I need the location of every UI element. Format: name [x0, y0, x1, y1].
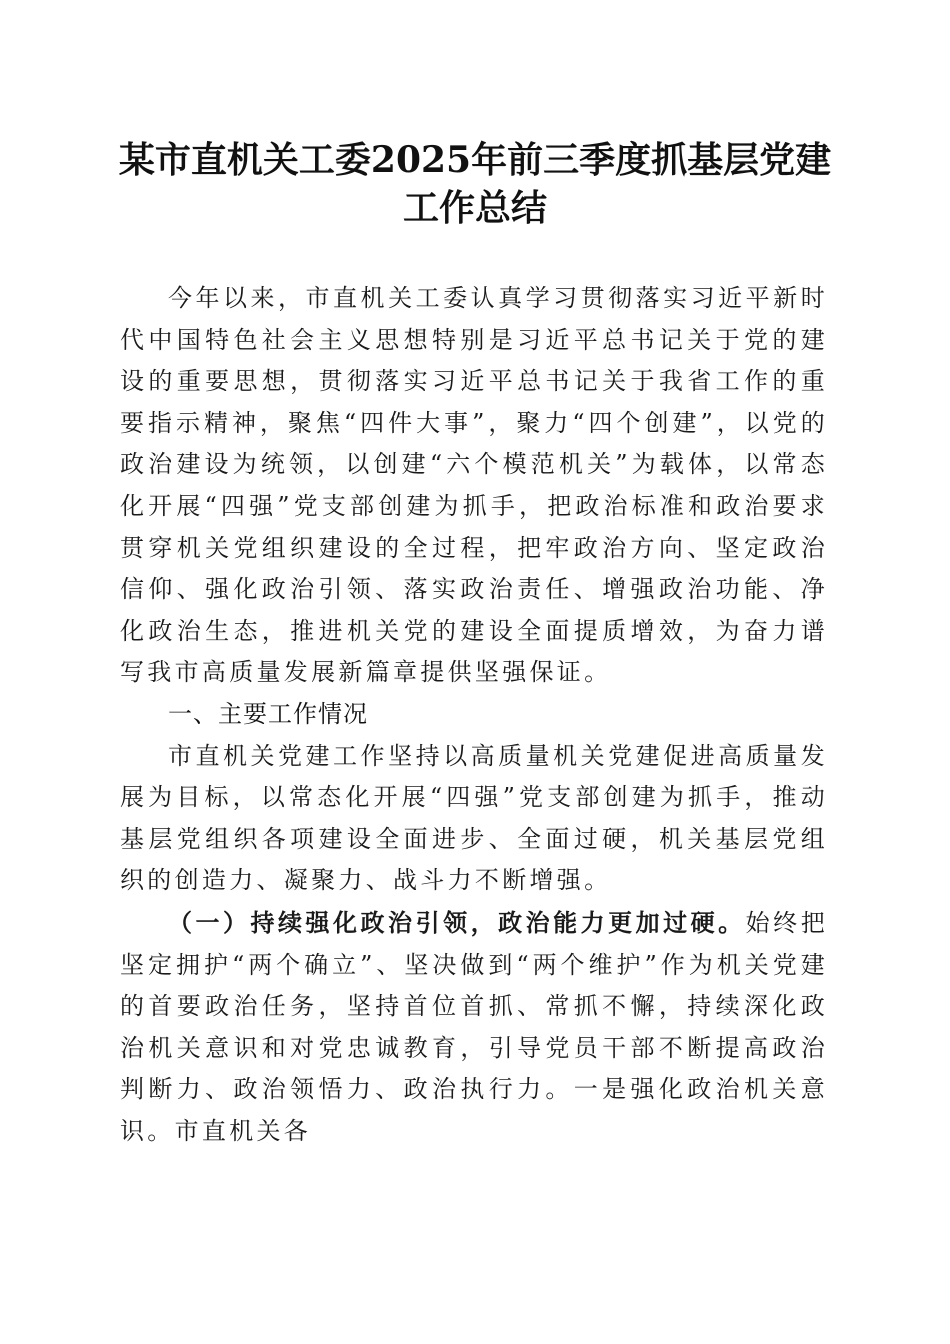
title-line-2: 工作总结	[402, 187, 547, 229]
document-body	[120, 278, 828, 1152]
intro-paragraph: 今年以来，市直机关工委认真学习贯彻落实习近平新时代中国特色社会主义思想特别是习近平总书记关于党的建设的重要思想，贯彻落实习近平总书记关于我省工作的重要指示精神，聚焦“四件大事”，聚力“四个创建”，以党的政治建设为统领，以创建“六个模范机关”为载体，以常态化开展“四强”党支部创建为抓手，把政治标准和政治要求贯穿机关党组织建设的全过程，把牢政治方向、坚定政治信仰、强化政治引领、落实政治责任、增强政治功能、净化政治生态，推进机关党的建设全面提质增效，为奋力谱写我市高质量发展新篇章提供坚强保证。	[120, 284, 828, 687]
section-heading-main-work: 一、主要工作情况	[168, 699, 368, 728]
subsection-lead: （一）持续强化政治引领，政治能力更加过硬。	[168, 907, 746, 937]
document-title	[100, 136, 850, 232]
title-line-1: 某市直机关工委2025年前三季度抓基层党建	[118, 139, 832, 181]
section-paragraph-main-work: 市直机关党建工作坚持以高质量机关党建促进高质量发展为目标，以常态化开展“四强”党支部创建为抓手，推动基层党组织各项建设全面进步、全面过硬，机关基层党组织的创造力、凝聚力、战斗力不断增强。	[120, 741, 828, 895]
subsection-text: 始终把坚定拥护“两个确立”、坚决做到“两个维护”作为机关党建的首要政治任务，坚持首位首抓、常抓不懈，持续深化政治机关意识和对党忠诚教育，引导党员干部不断提高政治判断力、政治领悟力、政治执行力。一是强化政治机关意识。市直机关各	[120, 908, 828, 1145]
subsection-paragraph-political-guidance	[120, 902, 828, 1153]
